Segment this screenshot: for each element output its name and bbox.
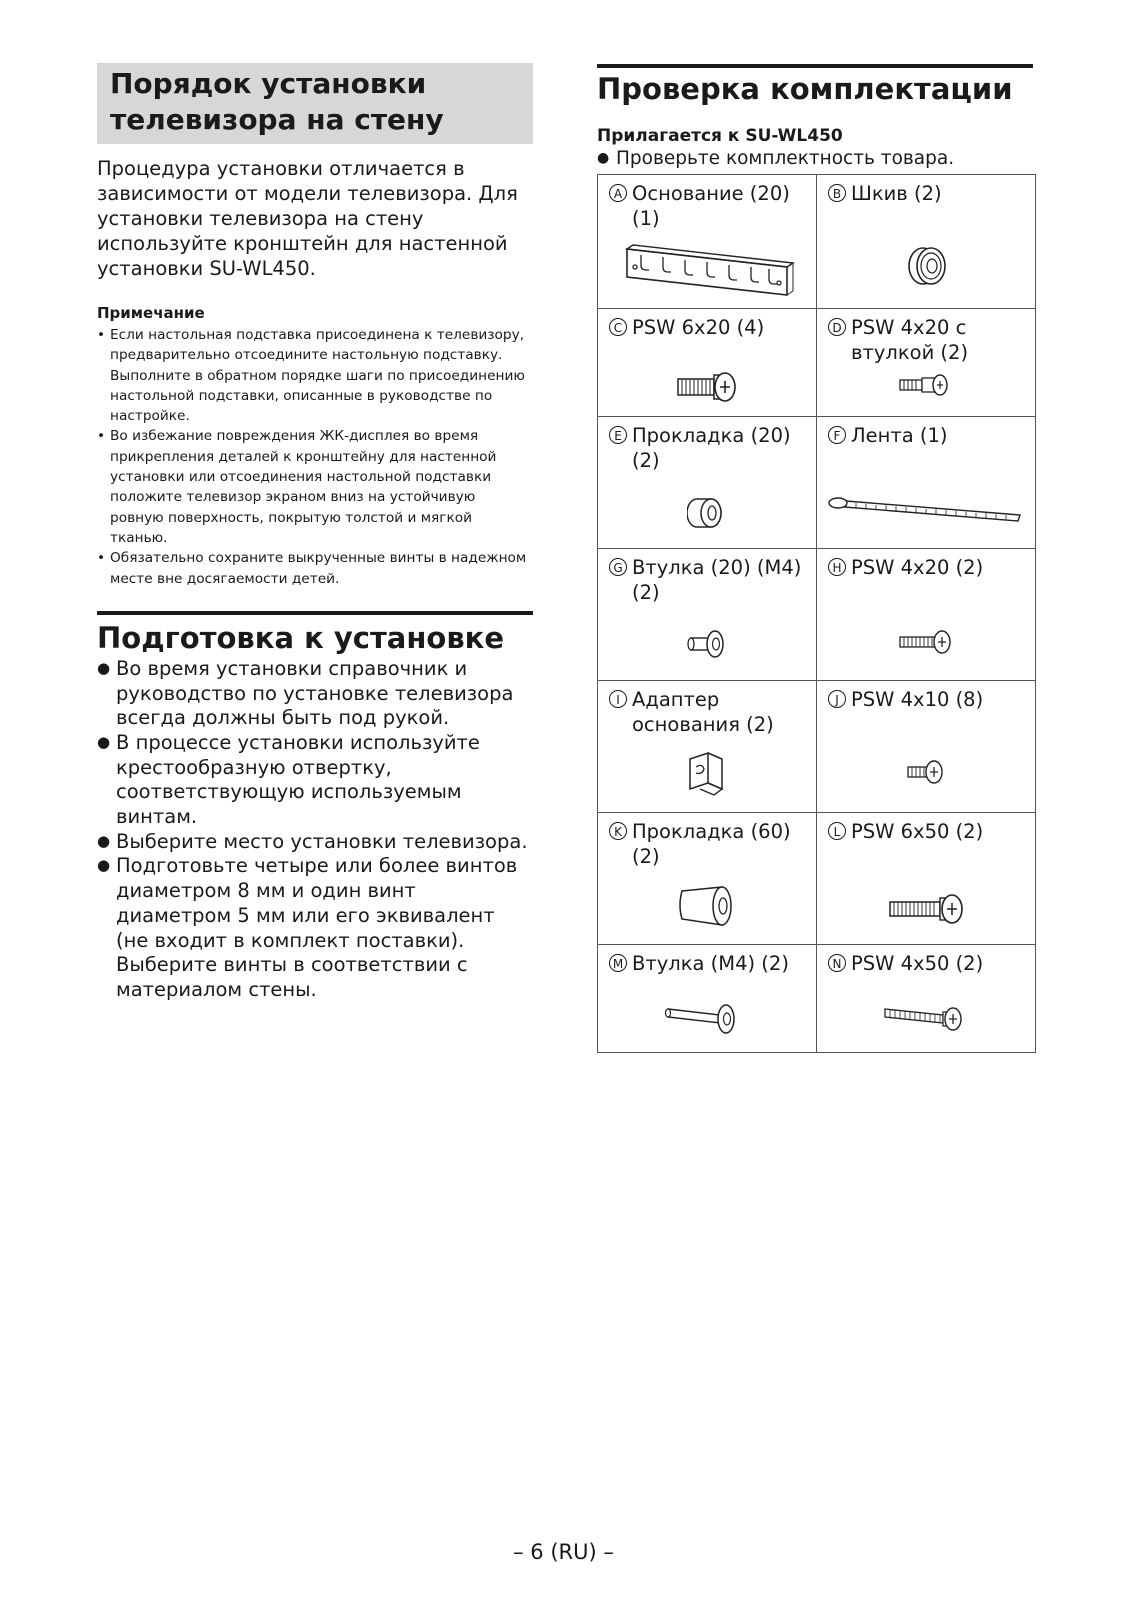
part-cell-i [598,681,817,813]
part-label: Шкив (2) [851,182,942,205]
part-letter: D [828,318,846,336]
long-sleeve-icon [598,995,816,1039]
part-letter: L [828,822,846,840]
prep-heading: Подготовка к установке [97,620,505,655]
note-item: • Во избежание повреждения ЖК-дисплея во время прикрепления деталей к кронштейну для настенной установки или отсоединения настольной подставки положите телевизор экраном вниз на устойчивую ровную поверхность, покрытую толстой и мягкой тканью. [97,426,533,548]
screw-icon [817,889,1035,933]
part-letter: G [609,558,627,576]
part-label: PSW 6x20 (4) [632,316,765,339]
screw-icon [817,1001,1035,1035]
contents-subheading: Прилагается к SU-WL450 [597,126,843,146]
part-letter: E [609,426,627,444]
part-label: Втулка (M4) (2) [632,952,789,975]
parts-table [597,174,1036,1053]
part-letter: B [828,184,846,202]
part-letter: H [828,558,846,576]
spacer-icon [598,883,816,937]
part-cell-c [598,309,817,417]
part-label: PSW 4x10 (8) [851,688,984,711]
screw-with-sleeve-icon [817,373,1035,401]
wall-mount-heading-box [97,63,533,144]
part-cell-f [817,417,1036,549]
adapter-icon [598,749,816,803]
part-cell-k [598,813,817,945]
notes-list [97,325,533,589]
prep-item: ● Выберите место установки телевизора. [97,830,533,855]
screw-icon [598,367,816,411]
part-letter: F [828,426,846,444]
part-cell-b [817,175,1036,309]
note-title: Примечание [97,304,205,322]
prep-item: ● Подготовьте четыре или более винтов диаметром 8 мм и один винт диаметром 5 мм или его эквивалент (не входит в комплект поставки). Выберите винты в соответствии с материалом стены. [97,854,533,1002]
contents-check-note: ● Проверьте комплектность товара. [597,147,1033,171]
page-footer: – 6 (RU) – [513,1540,614,1564]
part-label: Адаптер основания (2) [632,688,774,736]
part-letter: N [828,954,846,972]
part-label: Прокладка (60) (2) [632,820,791,868]
part-label: PSW 4x20 с втулкой (2) [851,316,969,364]
section-divider [597,64,1033,68]
bracket-icon [598,237,816,311]
part-cell-g [598,549,817,681]
pulley-icon [817,241,1035,295]
part-letter: K [609,822,627,840]
belt-icon [817,495,1035,529]
part-letter: M [609,954,627,972]
part-cell-j [817,681,1036,813]
part-cell-e [598,417,817,549]
spacer-icon [598,493,816,537]
part-letter: A [609,184,627,202]
prep-item: ● В процессе установки используйте крестообразную отвертку, соответствующую используемым винтам. [97,731,533,830]
screw-icon [817,629,1035,659]
part-cell-l [817,813,1036,945]
part-cell-h [817,549,1036,681]
part-label: PSW 6x50 (2) [851,820,984,843]
part-letter: C [609,318,627,336]
prep-item: ● Во время установки справочник и руководство по установке телевизора всегда должны быть под рукой. [97,657,533,731]
intro-paragraph: Процедура установки отличается в зависимости от модели телевизора. Для установки телевизора на стену используйте кронштейн для настенной установки SU-WL450. [97,157,518,280]
prep-list [97,657,533,1003]
part-cell-a [598,175,817,309]
part-cell-m [598,945,817,1053]
part-cell-d [817,309,1036,417]
part-label: Втулка (20) (M4) (2) [632,556,802,604]
wall-mount-heading: Порядок установки телевизора на стену [110,67,444,136]
right-column [597,64,1033,1053]
part-label: PSW 4x20 (2) [851,556,984,579]
part-label: Основание (20) (1) [632,182,790,230]
section-divider [97,611,533,615]
part-label: Лента (1) [851,424,948,447]
note-item: • Если настольная подставка присоединена к телевизору, предварительно отсоедините настольную подставку. Выполните в обратном порядке шаги по присоединению настольной подставки, описанные в руководстве по настройке. [97,325,533,426]
note-item: • Обязательно сохраните выкрученные винты в надежном месте вне досягаемости детей. [97,548,533,589]
left-column [97,63,533,1003]
contents-heading: Проверка комплектации [597,72,1013,106]
sleeve-icon [598,627,816,665]
part-cell-n [817,945,1036,1053]
screw-icon [817,759,1035,789]
part-label: Прокладка (20) (2) [632,424,791,472]
part-label: PSW 4x50 (2) [851,952,984,975]
part-letter: I [609,690,627,708]
part-letter: J [828,690,846,708]
